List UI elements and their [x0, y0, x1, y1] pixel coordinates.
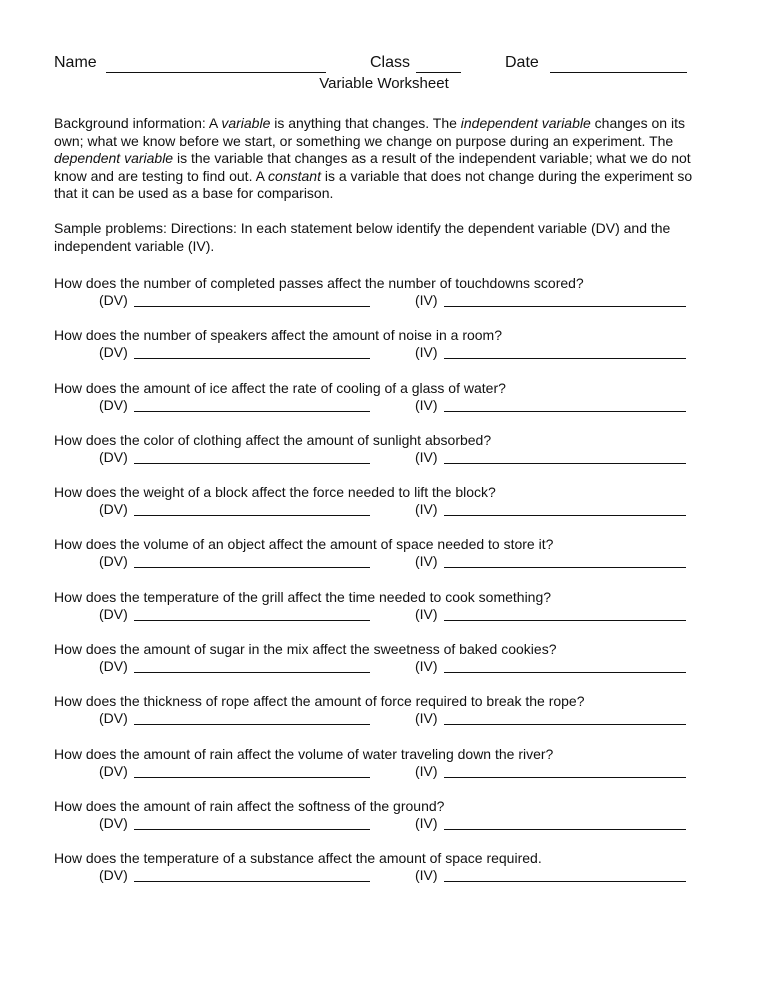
answer-row: [54, 344, 704, 364]
background-paragraph: [54, 115, 718, 203]
dv-label: (DV): [99, 344, 128, 361]
question-item: [54, 641, 704, 693]
page-title-text: Variable Worksheet: [319, 75, 449, 92]
iv-answer-field[interactable]: [444, 724, 686, 725]
iv-label: (IV): [415, 396, 438, 413]
answer-row: [54, 449, 704, 469]
answer-row: [54, 867, 704, 887]
iv-label: (IV): [415, 605, 438, 622]
dv-answer-field[interactable]: [134, 306, 370, 307]
question-item: [54, 380, 704, 432]
iv-label: (IV): [415, 814, 438, 831]
dv-answer-field[interactable]: [134, 724, 370, 725]
dv-label: (DV): [99, 501, 128, 518]
dv-answer-field[interactable]: [134, 463, 370, 464]
iv-answer-field[interactable]: [444, 672, 686, 673]
dv-label: (DV): [99, 605, 128, 622]
class-label: Class: [370, 54, 411, 71]
iv-label: (IV): [415, 658, 438, 675]
iv-label: (IV): [415, 448, 438, 465]
question-item: [54, 693, 704, 745]
question-item: [54, 589, 704, 641]
iv-answer-field[interactable]: [444, 411, 686, 412]
iv-answer-field[interactable]: [444, 620, 686, 621]
iv-answer-field[interactable]: [444, 829, 686, 830]
dv-answer-field[interactable]: [134, 567, 370, 568]
iv-label: (IV): [415, 292, 438, 308]
answer-row: [54, 815, 704, 835]
dv-label: (DV): [99, 814, 128, 831]
class-field[interactable]: [416, 72, 461, 73]
dv-answer-field[interactable]: [134, 881, 370, 882]
question-list: [54, 275, 704, 903]
question-text: How does the amount of rain affect the volume of water traveling down the river?: [54, 745, 554, 762]
dv-label: (DV): [99, 867, 128, 884]
dv-label: (DV): [99, 658, 128, 675]
question-item: [54, 327, 704, 379]
iv-answer-field[interactable]: [444, 777, 686, 778]
question-item: [54, 484, 704, 536]
dv-label: (DV): [99, 710, 128, 727]
dv-answer-field[interactable]: [134, 777, 370, 778]
name-label: Name: [54, 54, 97, 71]
dv-label: (DV): [99, 762, 128, 779]
iv-answer-field[interactable]: [444, 358, 686, 359]
background-text-4: is the variable that changes as a result of the independent variable; what we do not know and are testing to find out. A: [54, 150, 691, 184]
iv-answer-field[interactable]: [444, 515, 686, 516]
question-text: How does the amount of rain affect the softness of the ground?: [54, 797, 445, 814]
sample-directions: Sample problems: Directions: In each statement below identify the dependent variable (DV) and the independent variable (IV).: [54, 220, 671, 254]
iv-answer-field[interactable]: [444, 463, 686, 464]
question-item: [54, 275, 704, 327]
answer-row: [54, 658, 704, 678]
dv-answer-field[interactable]: [134, 620, 370, 621]
iv-label: (IV): [415, 501, 438, 518]
variable-term: variable: [221, 115, 271, 131]
question-item: [54, 432, 704, 484]
dv-label: (DV): [99, 553, 128, 570]
question-text: How does the number of speakers affect the amount of noise in a room?: [54, 327, 502, 344]
background-text-2: is anything that changes. The: [270, 115, 461, 131]
question-item: [54, 536, 704, 588]
answer-row: [54, 553, 704, 573]
dv-label: (DV): [99, 292, 128, 308]
question-text: How does the temperature of the grill affect the time needed to cook something?: [54, 588, 552, 605]
question-text: How does the temperature of a substance affect the amount of space required.: [54, 850, 542, 867]
name-field[interactable]: [106, 72, 326, 73]
question-item: [54, 850, 704, 902]
page-title: [0, 75, 768, 92]
iv-label: (IV): [415, 344, 438, 361]
background-text-1: Background information: A: [54, 115, 222, 131]
background-text-3: changes on its own; what we know before we start, or something we change on purpose during an experiment. The: [54, 115, 685, 149]
iv-label: (IV): [415, 710, 438, 727]
iv-answer-field[interactable]: [444, 881, 686, 882]
question-text: How does the number of completed passes affect the number of touchdowns scored?: [54, 275, 584, 291]
question-text: How does the color of clothing affect the amount of sunlight absorbed?: [54, 431, 492, 448]
question-text: How does the amount of sugar in the mix affect the sweetness of baked cookies?: [54, 641, 557, 658]
answer-row: [54, 710, 704, 730]
question-item: [54, 798, 704, 850]
dv-answer-field[interactable]: [134, 829, 370, 830]
answer-row: [54, 606, 704, 626]
dv-label: (DV): [99, 448, 128, 465]
question-text: How does the amount of ice affect the rate of cooling of a glass of water?: [54, 379, 506, 396]
iv-label: (IV): [415, 867, 438, 884]
question-text: How does the thickness of rope affect the amount of force required to break the rope?: [54, 693, 585, 710]
dependent-variable-term: dependent variable: [54, 150, 174, 167]
question-item: [54, 746, 704, 798]
dv-answer-field[interactable]: [134, 515, 370, 516]
answer-row: [54, 763, 704, 783]
question-text: How does the volume of an object affect the amount of space needed to store it?: [54, 536, 554, 553]
dv-answer-field[interactable]: [134, 411, 370, 412]
date-field[interactable]: [550, 72, 687, 73]
answer-row: [54, 501, 704, 521]
independent-variable-term: independent variable: [460, 115, 591, 131]
constant-term: constant: [268, 167, 321, 184]
dv-answer-field[interactable]: [134, 358, 370, 359]
header-row: [54, 54, 694, 76]
background-text-5: is a variable that does not change during the experiment so that it can be used as a base for comparison.: [54, 167, 693, 202]
question-text: How does the weight of a block affect the force needed to lift the block?: [54, 484, 496, 501]
dv-label: (DV): [99, 396, 128, 413]
answer-row: [54, 397, 704, 417]
date-label: Date: [505, 54, 539, 71]
dv-answer-field[interactable]: [134, 672, 370, 673]
iv-label: (IV): [415, 553, 438, 570]
iv-answer-field[interactable]: [444, 306, 686, 307]
iv-answer-field[interactable]: [444, 567, 686, 568]
answer-row: [54, 292, 704, 312]
iv-label: (IV): [415, 762, 438, 779]
